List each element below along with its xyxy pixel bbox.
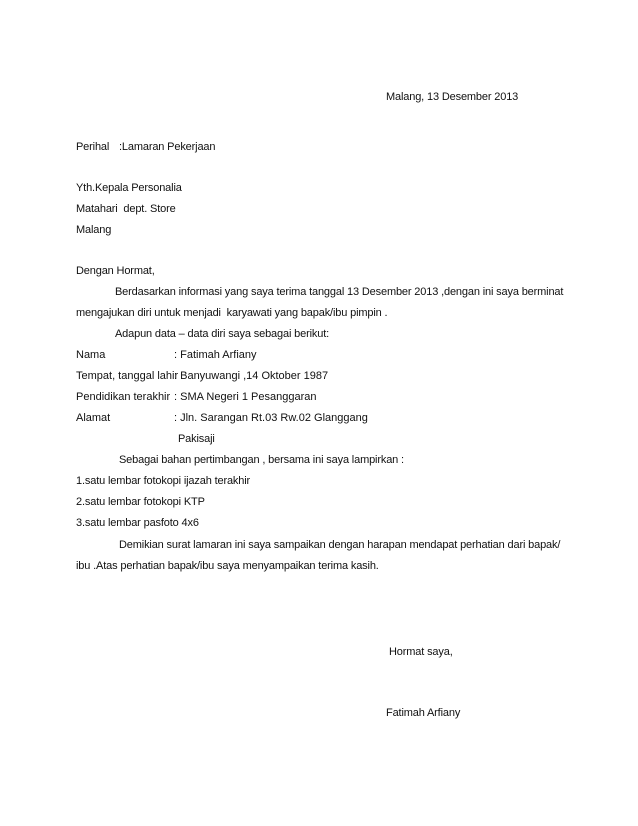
closing-paragraph-line2: ibu .Atas perhatian bapak/ibu saya menyampaikan terima kasih. [76,560,379,572]
data-intro: Adapun data – data diri saya sebagai berikut: [115,328,330,340]
signature-name: Fatimah Arfiany [386,707,461,719]
attachment-item: 3.satu lembar pasfoto 4x6 [76,517,199,529]
place-date: Malang, 13 Desember 2013 [386,91,519,103]
attachment-item: 2.satu lembar fotokopi KTP [76,496,205,508]
recipient-line: Malang [76,224,112,236]
field-value: : Jln. Sarangan Rt.03 Rw.02 Glanggang [174,412,368,424]
recipient-line: Yth.Kepala Personalia [76,182,182,194]
greeting: Dengan Hormat, [76,265,155,277]
field-value: : Banyuwangi ,14 Oktober 1987 [174,370,329,382]
sign-off: Hormat saya, [389,646,453,658]
subject-label: Perihal [76,141,110,153]
attachments-intro: Sebagai bahan pertimbangan , bersama ini saya lampirkan : [119,454,404,466]
field-label: Alamat [76,412,111,424]
closing-paragraph-line1: Demikian surat lamaran ini saya sampaikan dengan harapan mendapat perhatian dari bapak/ [119,539,561,551]
field-label: Pendidikan terakhir [76,391,171,403]
field-value: : Fatimah Arfiany [174,349,257,361]
address-continued: Pakisaji [178,433,215,445]
field-value: : SMA Negeri 1 Pesanggaran [174,391,317,403]
field-label: Nama [76,349,106,361]
attachment-item: 1.satu lembar fotokopi ijazah terakhir [76,475,251,487]
field-label: Tempat, tanggal lahir [76,370,179,382]
intro-paragraph-line2: mengajukan diri untuk menjadi karyawati yang bapak/ibu pimpin . [76,307,388,319]
recipient-line: Matahari dept. Store [76,203,176,215]
intro-paragraph-line1: Berdasarkan informasi yang saya terima tanggal 13 Desember 2013 ,dengan ini saya berminat [115,286,564,298]
subject-value: :Lamaran Pekerjaan [119,141,216,153]
